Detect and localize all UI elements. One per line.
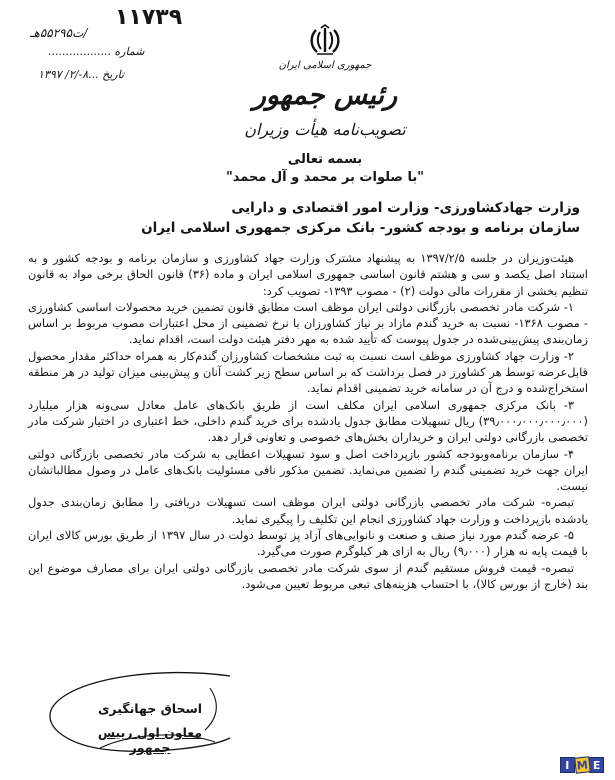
reference-number: /ت۵۵۲۹۵هـ — [30, 26, 88, 40]
cabinet-approval-title: تصویب‌نامه هیأت وزیران — [244, 120, 406, 139]
number-field: شماره .................. — [48, 45, 145, 58]
signatory-title: معاون اول رییس جمهور — [97, 725, 203, 755]
basmala: بسمه تعالی — [287, 152, 363, 167]
logo-letter: E — [589, 757, 604, 773]
decree-note-2: تبصره- قیمت فروش مستقیم گندم از سوی شرکت مادر تخصصی بازرگانی دولتی ایران برای مصارف موضوع این بند (خارج از بورس کالا)، با احتساب هزینه‌های تبعی مربوط تعیین می‌شود. — [28, 560, 588, 591]
ime-logo — [560, 757, 604, 773]
logo-letter: I — [560, 757, 575, 773]
date-field: تاریخ ...۸-/۲/ ۱۳۹۷ — [38, 68, 124, 81]
signatory-name: اسحاق جهانگیری — [97, 701, 203, 716]
decree-item-2: ۲- وزارت جهاد کشاورزی موظف است نسبت به ثبت مشخصات کشاورزان گندم‌کار به همراه حداکثر مقدار محصول قابل‌عرضه توسط هر کشاورز در فصل برداشت که بر اساس سطح زیر کشت آنان و پیش‌بینی میزان تولید در هر منطقه استخراج‌شده و درج آن در سامانه خرید تضمینی اقدام نماید. — [28, 348, 588, 396]
salavat-line: "با صلوات بر محمد و آل محمد" — [225, 170, 425, 185]
decree-item-4: ۴- سازمان برنامه‌وبودجه کشور بازپرداخت اصل و سود تسهیلات اعطایی به شرکت مادر تخصصی بازرگانی دولتی ایران جهت خرید تضمینی گندم را تضمین می‌نماید. تضمین مذکور نافی مسئولیت بانک‌های عامل در وصول مطالباتشان نیست. — [28, 446, 588, 494]
decree-item-5: ۵- عرضه گندم مورد نیاز صنف و صنعت و نانوایی‌های آزاد پز توسط دولت در سال ۱۳۹۷ از طریق بورس کالای ایران با قیمت پایه نه هزار (۹٫۰۰۰) ریال به ازای هر کیلوگرم صورت می‌گیرد. — [28, 528, 588, 559]
addressee-line-1: وزارت جهادکشاورزی- وزارت امور اقتصادی و دارایی — [231, 200, 580, 216]
logo-letter: M — [574, 756, 590, 773]
document-serial-number: ۱۱۷۳۹ — [115, 5, 183, 30]
decree-body — [28, 250, 588, 592]
decree-note-1: تبصره- شرکت مادر تخصصی بازرگانی دولتی ایران موظف است تسهیلات دریافتی را مطابق زمان‌بندی جدول یادشده بازپرداخت و وزارت جهاد کشاورزی انجام این تکلیف را پیگیری نماید. — [28, 495, 588, 526]
decree-item-1: ۱- شرکت مادر تخصصی بازرگانی دولتی ایران موظف است مطابق قانون تضمین خرید محصولات اساسی کشاورزی - مصوب ۱۳۶۸- نسبت به خرید گندم مازاد بر نیاز کشاورزان با نرخ تضمینی از محل اعتبارات مصوب مربوط بر اساس زمان‌بندی پیش‌بینی‌شده در جدول پیوست که تأیید شده به مهر دفتر هیئت دولت است، اقدام نماید. — [28, 299, 588, 347]
decree-intro: هیئت‌وزیران در جلسه ۱۳۹۷/۲/۵ به پیشنهاد مشترک وزارت جهاد کشاورزی و سازمان برنامه و بودجه کشور و به استناد اصل یکصد و سی و هشتم قانون اساسی جمهوری اسلامی ایران و ماده (۳۶) قانون الحاق برخی مواد به قانون تنظیم بخشی از مقررات مالی دولت (۲) - مصوب ۱۳۹۳- تصویب کرد: — [28, 251, 588, 298]
iran-emblem-icon — [307, 22, 343, 58]
president-title: رئیس جمهور — [252, 80, 398, 111]
emblem-caption: جمهوری اسلامی ایران — [278, 60, 372, 71]
decree-item-3: ۳- بانک مرکزی جمهوری اسلامی ایران مکلف است از طریق بانک‌های عامل معادل سی‌ونه هزار میلیارد (۳۹٫۰۰۰٫۰۰۰٫۰۰۰٫۰۰۰) ریال تسهیلات مطابق جدول یادشده برای خرید گندم داخلی، خط اعتباری در اختیار شرکت مادر تخصصی بازرگانی دولتی ایران و خریداران بخش‌های خصوصی و تعاونی قرار دهد. — [28, 397, 588, 445]
addressee-line-2: سازمان برنامه و بودجه کشور- بانک مرکزی جمهوری اسلامی ایران — [141, 220, 580, 236]
